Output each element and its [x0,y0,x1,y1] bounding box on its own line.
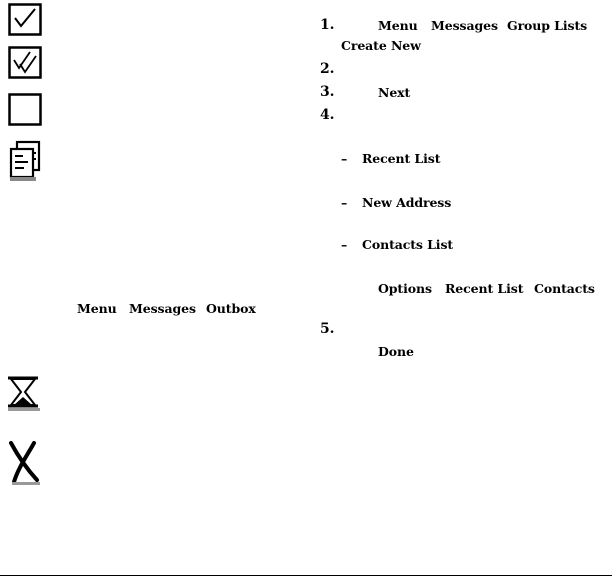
step1-create-new: Create New [341,38,421,53]
step-number-1: 1. [320,17,335,33]
bullet-new-address: New Address [362,195,452,210]
status-failed-icon [6,440,42,486]
step1-group-lists: Group Lists [507,18,588,33]
step1-menu: Menu [378,18,418,33]
step1-messages: Messages [431,18,498,33]
step-number-2: 2. [320,61,335,77]
step3-next: Next [378,85,411,100]
bullet-contacts-list: Contacts List [362,237,454,252]
status-multi-icon [8,140,44,182]
options-contacts: Contacts [534,281,595,296]
step-number-3: 3. [320,84,335,100]
step-number-5: 5. [320,321,335,337]
bullet-recent-list: Recent List [362,151,441,166]
status-sent-icon [8,3,44,37]
status-delivered-icon [8,46,44,80]
step5-done: Done [378,344,414,359]
outbox-path-menu: Menu [77,301,117,316]
step-number-4: 4. [320,107,335,123]
status-pending-icon [6,375,42,411]
bullet-dash-new: – [341,195,348,210]
bullet-dash-recent: – [341,151,348,166]
options-label: Options [378,281,432,296]
outbox-path-outbox: Outbox [206,301,256,316]
status-unsent-icon [8,93,44,127]
options-recent-list: Recent List [445,281,524,296]
outbox-path-messages: Messages [129,301,196,316]
bullet-dash-contacts: – [341,237,348,252]
